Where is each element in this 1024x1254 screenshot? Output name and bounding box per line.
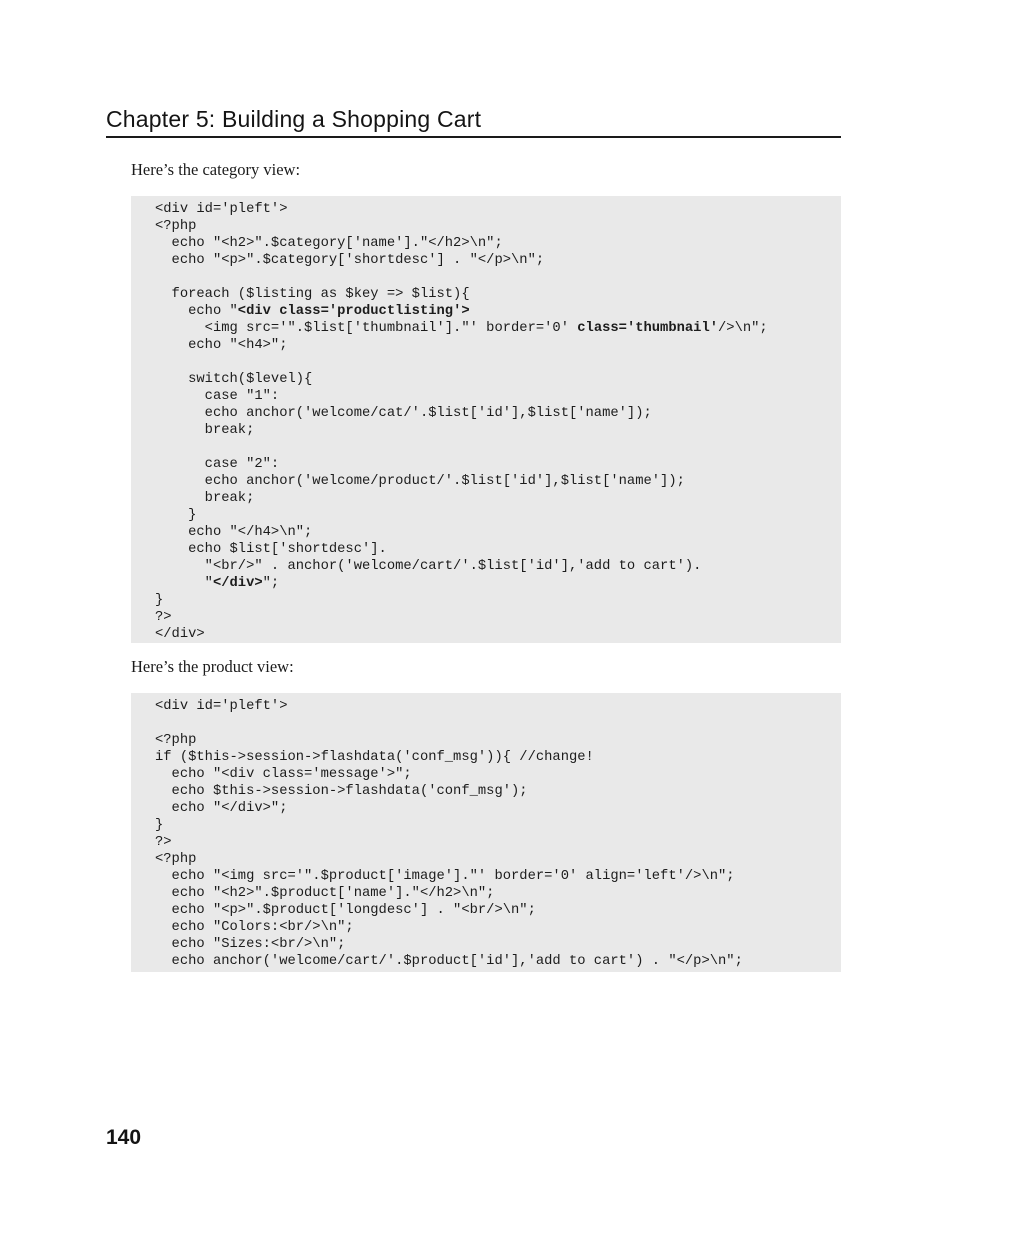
category-view-intro-text: Here’s the category view: [131,160,301,179]
code-line [155,800,841,817]
code-segment: <?php [155,852,197,867]
code-line [155,541,841,558]
code-line [155,218,841,235]
code-segment: if ($this->session->flashdata('conf_msg')){ //change! [155,750,594,765]
code-line [155,732,841,749]
code-segment: break; [155,423,255,438]
code-segment: echo "<div class='message'>"; [155,767,412,782]
code-line [155,388,841,405]
code-line [155,269,841,286]
code-segment: <img src='".$list['thumbnail']."' border='0' [155,321,578,336]
code-segment: echo "<img src='".$product['image']."' border='0' align='left'/>\n"; [155,869,735,884]
chapter-title-rule [106,136,841,138]
code-line [155,953,841,970]
code-segment: echo $list['shortdesc']. [155,542,387,557]
code-segment: break; [155,491,255,506]
code-segment: </div> [155,627,205,642]
code-line [155,354,841,371]
code-segment: " [155,576,213,591]
product-view-code-listing [131,693,841,972]
code-line [155,303,841,320]
code-segment: case "1": [155,389,280,404]
code-segment: echo "<h2>".$product['name']."</h2>\n"; [155,886,495,901]
code-line [155,851,841,868]
code-line [155,405,841,422]
code-line [155,626,841,643]
code-line [155,919,841,936]
code-line [155,320,841,337]
code-line [155,902,841,919]
code-line [155,868,841,885]
code-segment-bold: class='thumbnail' [577,321,719,336]
code-line [155,286,841,303]
code-line [155,524,841,541]
category-view-code-listing [131,196,841,643]
code-segment: } [155,818,164,833]
code-line [155,490,841,507]
code-segment: echo "<p>".$category['shortdesc'] . "</p>\n"; [155,253,545,268]
code-line [155,575,841,592]
code-segment: echo "</div>"; [155,801,288,816]
code-segment: ?> [155,835,172,850]
code-line [155,609,841,626]
code-segment: foreach ($listing as $key => $list){ [155,287,470,302]
code-segment: } [155,593,164,608]
code-line [155,936,841,953]
code-segment: />\n"; [718,321,768,336]
code-segment: echo anchor('welcome/cat/'.$list['id'],$list['name']); [155,406,652,421]
code-segment: echo anchor('welcome/product/'.$list['id'],$list['name']); [155,474,685,489]
code-segment: } [155,508,197,523]
code-line [155,817,841,834]
code-segment: <div id='pleft'> [155,202,288,217]
code-segment: ?> [155,610,172,625]
code-line [155,834,841,851]
code-line [155,783,841,800]
code-segment: case "2": [155,457,280,472]
code-line [155,766,841,783]
code-line [155,885,841,902]
code-segment: <div id='pleft'> [155,699,288,714]
code-segment: <?php [155,733,197,748]
code-line [155,337,841,354]
code-segment: echo $this->session->flashdata('conf_msg'); [155,784,528,799]
code-segment: echo "Sizes:<br/>\n"; [155,937,346,952]
code-line [155,473,841,490]
code-segment-bold: <div class='productlisting'> [237,304,470,319]
code-line [155,715,841,732]
code-segment: switch($level){ [155,372,313,387]
code-line [155,749,841,766]
code-segment: echo "Colors:<br/>\n"; [155,920,354,935]
code-line [155,252,841,269]
code-segment-bold: </div> [212,576,263,591]
code-segment: echo " [155,304,238,319]
code-segment: echo "<p>".$product['longdesc'] . "<br/>\n"; [155,903,536,918]
code-line [155,592,841,609]
code-segment: echo anchor('welcome/cart/'.$product['id'],'add to cart') . "</p>\n"; [155,954,743,969]
code-line [155,456,841,473]
code-line [155,698,841,715]
code-line [155,235,841,252]
code-segment: "<br/>" . anchor('welcome/cart/'.$list['id'],'add to cart'). [155,559,702,574]
code-line [155,558,841,575]
code-segment: echo "<h2>".$category['name']."</h2>\n"; [155,236,503,251]
page-number: 140 [106,1126,142,1149]
code-segment: echo "<h4>"; [155,338,288,353]
code-segment: <?php [155,219,197,234]
code-line [155,371,841,388]
code-line [155,201,841,218]
code-segment: echo "</h4>\n"; [155,525,313,540]
chapter-title: Chapter 5: Building a Shopping Cart [106,106,482,132]
code-segment: "; [262,576,280,591]
code-line [155,439,841,456]
code-line [155,422,841,439]
product-view-intro-text: Here’s the product view: [131,657,294,676]
code-line [155,507,841,524]
